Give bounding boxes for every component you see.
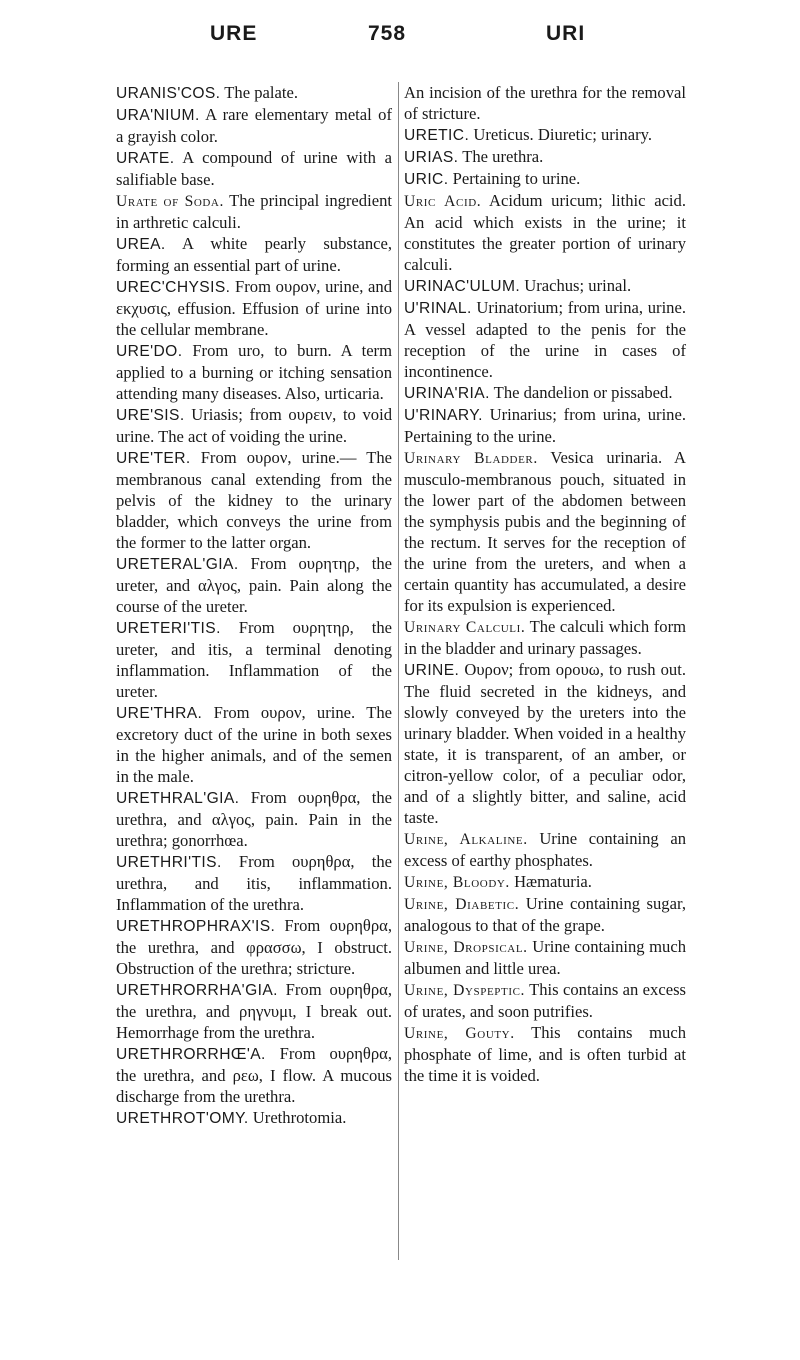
entry-definition: The dandelion or pissabed. <box>489 383 673 402</box>
entry-headword: URATE. <box>116 150 175 167</box>
entry-definition: A compound of urine with a salifiable base. <box>116 148 392 189</box>
dictionary-entry <box>116 979 392 1043</box>
dictionary-entry <box>116 617 392 702</box>
entry-headword: URETHRI'TIS. <box>116 854 222 871</box>
page-number: 758 <box>368 22 407 45</box>
dictionary-entry <box>404 382 686 404</box>
entry-headword: Urate of Soda. <box>116 193 224 210</box>
entry-definition: Urachus; urinal. <box>520 276 632 295</box>
entry-headword: Urine, Diabetic. <box>404 896 520 913</box>
entry-definition: From ουρηθρα, the urethra, and ρεω, I flow. A mucous discharge from the urethra. <box>116 1044 392 1106</box>
entry-headword: Urine, Dropsical. <box>404 939 528 956</box>
dictionary-entry <box>404 828 686 871</box>
entry-headword: URE'THRA. <box>116 705 203 722</box>
entry-definition: Urethrotomia. <box>248 1108 347 1127</box>
entry-headword: URANIS'COS. <box>116 85 221 102</box>
entry-definition: Urine containing an excess of earthy phosphates. <box>404 829 686 870</box>
entry-definition: Urine containing sugar, analogous to that of the grape. <box>404 894 686 935</box>
dictionary-entry <box>404 82 686 124</box>
entry-headword: URE'SIS. <box>116 407 185 424</box>
entry-definition: Urine containing much albumen and little urea. <box>404 937 687 978</box>
dictionary-entry <box>116 276 392 340</box>
entry-definition: Ureticus. Diuretic; urinary. <box>469 125 652 144</box>
entry-headword: U'RINARY. <box>404 407 483 424</box>
column-divider <box>398 82 399 1260</box>
dictionary-entry <box>404 297 686 382</box>
entry-definition: From ουρητηρ, the ureter, and αλγος, pain. Pain along the course of the ureter. <box>116 554 392 616</box>
entry-definition: The urethra. <box>458 147 544 166</box>
entry-definition: Uriasis; from ουρειν, to void urine. The act of voiding the urine. <box>116 405 392 446</box>
entry-definition: The calculi which form in the bladder and urinary passages. <box>404 617 687 658</box>
entry-definition: From ουρηθρα, the urethra, and ρηγνυμι, I break out. Hemorrhage from the urethra. <box>116 980 392 1042</box>
entry-definition: Ουρον; from ορουω, to rush out. The fluid secreted in the kidneys, and slowly conveyed by the ureters into the urinary bladder. When voided in a healthy state, it is transparent, of an amber, or citron-yellow color, of a peculiar odor, and of a slightly bitter, and saline, acid taste. <box>404 660 686 827</box>
dictionary-entry <box>116 190 392 233</box>
entry-headword: URINAC'ULUM. <box>404 278 521 295</box>
dictionary-entry <box>404 979 686 1022</box>
dictionary-entry <box>404 168 686 190</box>
dictionary-entry <box>116 340 392 404</box>
entry-headword: URETERAL'GIA. <box>116 556 239 573</box>
entry-definition: From ουρηθρα, the urethra, and αλγος, pain. Pain in the urethra; gonorrhœa. <box>116 788 392 850</box>
dictionary-entry <box>404 616 686 659</box>
dictionary-entry <box>404 871 686 893</box>
entry-headword: U'RINAL. <box>404 300 472 317</box>
entry-headword: Uric Acid. <box>404 193 482 210</box>
entry-headword: URETHRORRHA'GIA. <box>116 982 278 999</box>
dictionary-entry <box>116 1107 392 1129</box>
entry-headword: UREA. <box>116 236 166 253</box>
entry-definition: Urinarius; from urina, urine. Pertaining to the urine. <box>404 405 686 446</box>
dictionary-entry <box>116 553 392 617</box>
page-header <box>0 22 800 52</box>
entry-headword: URIC. <box>404 171 449 188</box>
entry-headword: URA'NIUM. <box>116 107 200 124</box>
entry-headword: Urinary Calculi. <box>404 619 526 636</box>
entry-headword: UREC'CHYSIS. <box>116 279 231 296</box>
dictionary-entry <box>404 275 686 297</box>
entry-definition: From ουρον, urine.— The membranous canal extending from the pelvis of the kidney to the urinary bladder, which conveys the urine from the former to the latter organ. <box>116 448 392 552</box>
entry-definition: Acidum uricum; lithic acid. An acid which exists in the urine; it constitutes the greater portion of urinary calculi. <box>404 191 686 274</box>
entry-definition: The principal ingredient in arthretic calculi. <box>116 191 392 232</box>
dictionary-entry <box>116 1043 392 1107</box>
entry-headword: URIAS. <box>404 149 459 166</box>
entry-headword: URETHRORRHŒ'A. <box>116 1046 266 1063</box>
dictionary-entry <box>116 82 392 104</box>
dictionary-entry <box>404 447 686 616</box>
entry-headword: Urine, Gouty. <box>404 1025 515 1042</box>
dictionary-entry <box>116 787 392 851</box>
entry-definition: This contains much phosphate of lime, and is often turbid at the time it is voided. <box>404 1023 687 1085</box>
entry-headword: URETHRAL'GIA. <box>116 790 240 807</box>
dictionary-entry <box>116 147 392 190</box>
entry-definition: A white pearly substance, forming an essential part of urine. <box>116 234 392 275</box>
entry-definition: Pertaining to urine. <box>448 169 581 188</box>
dictionary-entry <box>116 851 392 915</box>
dictionary-entry <box>116 447 392 553</box>
entry-definition: Vesica urinaria. A musculo-membranous pouch, situated in the lower part of the abdomen between the symphysis pubis and the beginning of the rectum. It serves for the reception of the urine from the ureters, and when a certain quantity has accumulated, a desire for its expulsion is experienced. <box>404 448 686 615</box>
entry-definition: This contains an excess of urates, and soon putrifies. <box>404 980 686 1021</box>
entry-definition: Urinatorium; from urina, urine. A vessel adapted to the penis for the reception of the urine in cases of incontinence. <box>404 298 686 381</box>
entry-headword: URETHROT'OMY. <box>116 1110 249 1127</box>
dictionary-entry <box>404 190 686 275</box>
dictionary-entry <box>116 915 392 979</box>
entry-definition: Hæmaturia. <box>509 872 592 891</box>
entry-definition: An incision of the urethra for the removal of stricture. <box>404 83 686 123</box>
entry-headword: Urinary Bladder. <box>404 450 538 467</box>
entry-headword: URETERI'TIS. <box>116 620 221 637</box>
header-right-guideword: URI <box>546 22 586 45</box>
entry-definition: The palate. <box>220 83 298 102</box>
dictionary-entry <box>116 104 392 147</box>
entry-headword: URETIC. <box>404 127 470 144</box>
entry-definition: A rare elementary metal of a grayish color. <box>116 105 392 146</box>
dictionary-entry <box>404 1022 686 1086</box>
right-column <box>404 82 686 1086</box>
dictionary-entry <box>404 659 686 828</box>
entry-definition: From ουρον, urine, and εκχυσις, effusion. Effusion of urine into the cellular membrane. <box>116 277 392 339</box>
entry-headword: Urine, Bloody. <box>404 874 510 891</box>
entry-headword: Urine, Dyspeptic. <box>404 982 526 999</box>
dictionary-entry <box>404 893 686 936</box>
dictionary-entry <box>116 233 392 276</box>
header-left-guideword: URE <box>210 22 258 45</box>
entry-definition: From ουρηθρα, the urethra, and φρασσω, I obstruct. Obstruction of the urethra; stricture. <box>116 916 392 978</box>
dictionary-entry <box>404 146 686 168</box>
dictionary-entry <box>404 936 686 979</box>
entry-definition: From ουρηθρα, the urethra, and itis, inflammation. Inflammation of the urethra. <box>116 852 392 914</box>
entry-headword: Urine, Alkaline. <box>404 831 528 848</box>
entry-definition: From uro, to burn. A term applied to a burning or itching sensation attending many diseases. Also, urticaria. <box>116 341 392 403</box>
dictionary-entry <box>404 404 686 447</box>
entry-definition: From ουρον, urine. The excretory duct of the urine in both sexes in the higher animals, and of the semen in the male. <box>116 703 392 786</box>
entry-headword: URETHROPHRAX'IS. <box>116 918 276 935</box>
entry-headword: URINE. <box>404 662 460 679</box>
dictionary-entry <box>404 124 686 146</box>
dictionary-entry <box>116 702 392 787</box>
entry-headword: URE'DO. <box>116 343 183 360</box>
entry-definition: From ουρητηρ, the ureter, and itis, a terminal denoting inflammation. Inflammation of the ureter. <box>116 618 392 701</box>
dictionary-entry <box>116 404 392 447</box>
entry-headword: URINA'RIA. <box>404 385 490 402</box>
left-column <box>116 82 392 1129</box>
entry-headword: URE'TER. <box>116 450 191 467</box>
